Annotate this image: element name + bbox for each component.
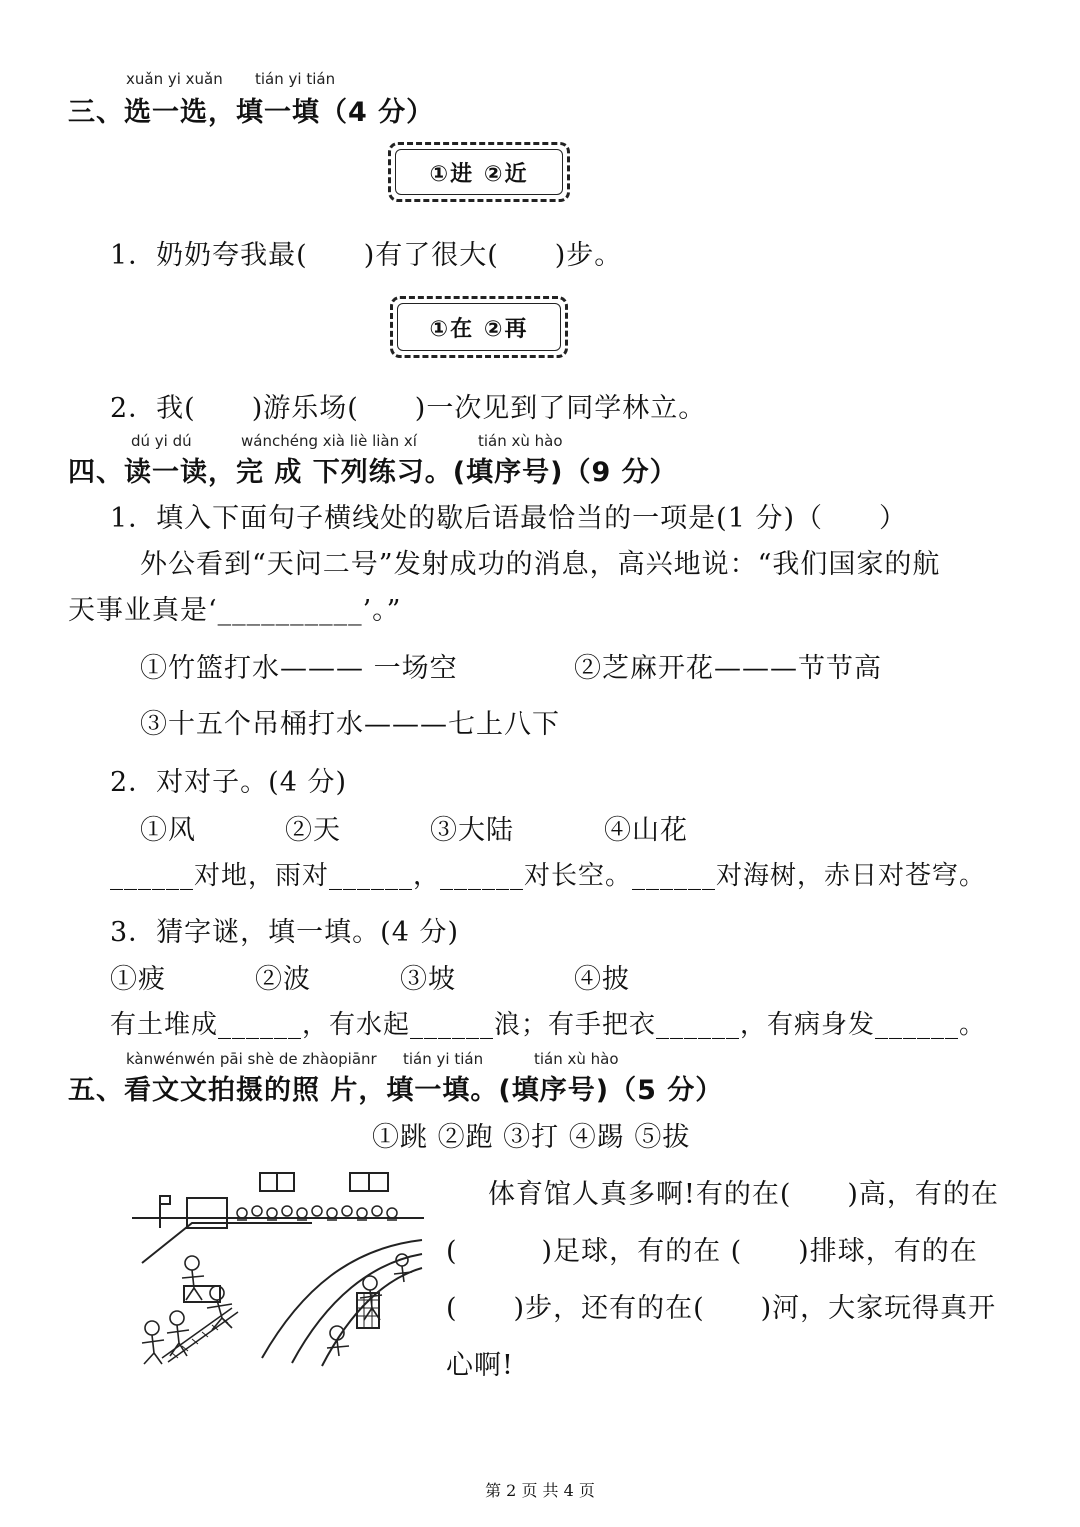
question-4-3-option-4: ④披 bbox=[574, 964, 630, 995]
pinyin-tian-yi-tian: tián yi tián bbox=[255, 70, 336, 88]
question-3-2: 2．我( )游乐场( )一次见到了同学林立。 bbox=[110, 393, 707, 424]
question-4-3-option-3: ③坡 bbox=[400, 964, 456, 995]
section5-paragraph-line1: 体育馆人真多啊!有的在( )高，有的在 bbox=[488, 1179, 999, 1210]
pinyin-du-yi-du: dú yi dú bbox=[131, 432, 192, 450]
question-4-1-option-2: ②芝麻开花———节节高 bbox=[574, 653, 882, 684]
gym-illustration bbox=[132, 1168, 424, 1368]
question-4-3-riddle-line: 有土堆成______，有水起______浪；有手把衣______，有病身发______。 bbox=[110, 1010, 987, 1040]
question-4-3-option-1: ①疲 bbox=[110, 964, 166, 995]
section5-paragraph-line3: ( )步，还有的在( )河，大家玩得真开 bbox=[446, 1293, 997, 1324]
section5-options: ①跳 ②跑 ③打 ④踢 ⑤拔 bbox=[372, 1122, 691, 1153]
question-4-3: 3．猜字谜，填一填。(4 分) bbox=[110, 917, 460, 948]
question-4-2: 2．对对子。(4 分) bbox=[110, 767, 348, 798]
question-4-2-option-1: ①风 bbox=[140, 815, 196, 846]
gym-illustration-drawing bbox=[132, 1168, 424, 1368]
question-4-1-sentence-line2: 天事业真是‘__________’。” bbox=[68, 595, 402, 626]
pinyin-tian-yi-tian-2: tián yi tián bbox=[403, 1050, 484, 1068]
section4-title: 四、读一读，完 成 下列练习。(填序号)（9 分） bbox=[68, 457, 678, 488]
option-box-1-text: ①进 ②近 bbox=[429, 161, 529, 187]
question-4-1-option-3: ③十五个吊桶打水———七上八下 bbox=[140, 709, 560, 740]
option-box-2 bbox=[390, 296, 568, 358]
pinyin-tian-xu-hao: tián xù hào bbox=[478, 432, 563, 450]
question-4-1: 1．填入下面句子横线处的歇后语最恰当的一项是(1 分)（ ） bbox=[110, 503, 908, 534]
option-box-1 bbox=[388, 142, 570, 202]
question-4-1-sentence-line1: 外公看到“天问二号”发射成功的消息，高兴地说：“我们国家的航 bbox=[140, 549, 941, 580]
option-box-2-text: ①在 ②再 bbox=[429, 316, 529, 342]
section5-paragraph-line2: ( )足球，有的在 ( )排球，有的在 bbox=[446, 1236, 978, 1267]
pinyin-tian-xu-hao-2: tián xù hào bbox=[534, 1050, 619, 1068]
pinyin-kan-wenwen: kànwénwén pāi shè de zhàopiānr bbox=[126, 1050, 377, 1068]
question-3-1: 1．奶奶夸我最( )有了很大( )步。 bbox=[110, 240, 623, 271]
page-footer: 第 2 页 共 4 页 bbox=[485, 1481, 595, 1500]
pinyin-xuan-yi-xuan: xuǎn yi xuǎn bbox=[126, 70, 223, 88]
question-4-2-couplet-line: ______对地，雨对______，______对长空。______对海树，赤日对苍穹。 bbox=[110, 861, 987, 891]
question-4-3-option-2: ②波 bbox=[255, 964, 311, 995]
section3-title: 三、选一选，填一填（4 分） bbox=[68, 97, 435, 128]
question-4-1-option-1: ①竹篮打水——— 一场空 bbox=[140, 653, 458, 684]
question-4-2-option-2: ②天 bbox=[285, 815, 341, 846]
question-4-2-option-3: ③大陆 bbox=[430, 815, 514, 846]
question-4-2-option-4: ④山花 bbox=[604, 815, 688, 846]
section5-title: 五、看文文拍摄的照 片，填一填。(填序号)（5 分） bbox=[68, 1075, 724, 1106]
section5-paragraph-line4: 心啊! bbox=[446, 1350, 514, 1381]
pinyin-wancheng: wánchéng xià liè liàn xí bbox=[241, 432, 417, 450]
